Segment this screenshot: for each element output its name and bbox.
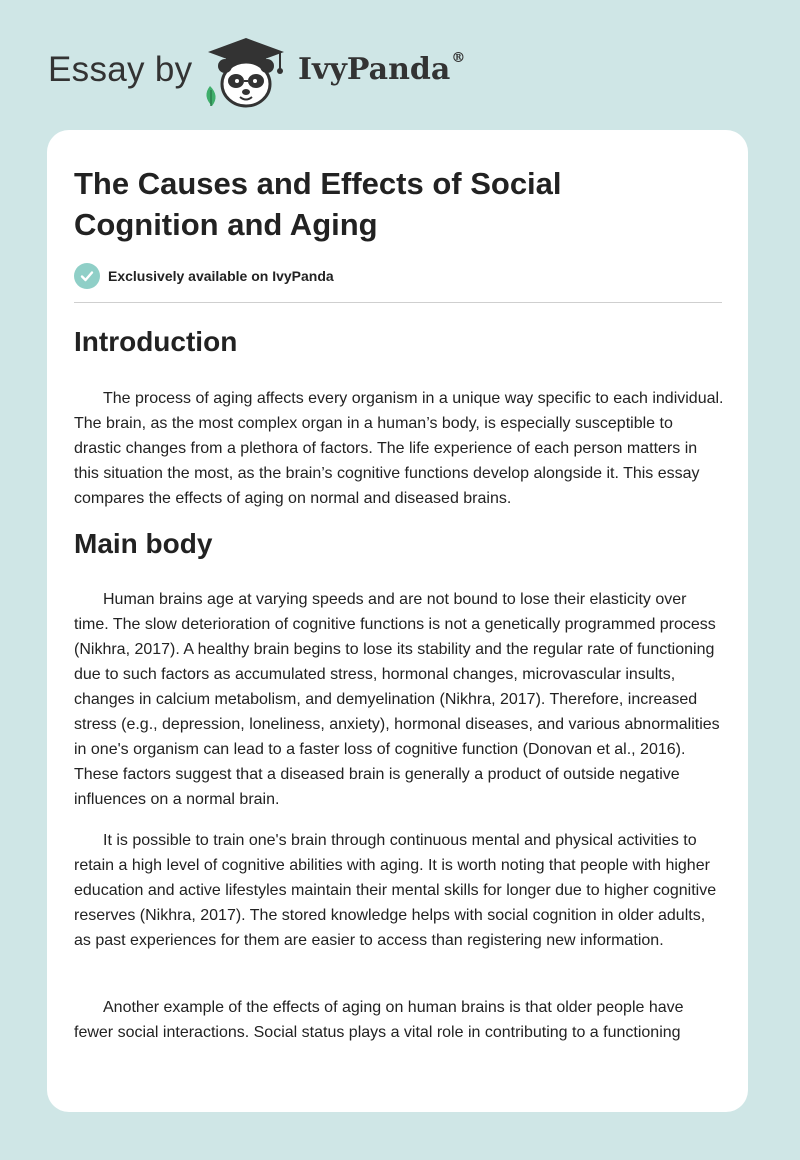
site-header [0, 0, 800, 130]
section-heading-main-body: Main body [74, 528, 213, 559]
divider [74, 302, 722, 303]
brand-text: IvyPanda [298, 52, 451, 87]
paragraph: The process of aging affects every organism in a unique way specific to each individual. The brain, as the most complex organ in a human’s body, is especially susceptible to drastic changes from a plethora of factors. The life experience of each person matters in this situation the most, as the brain’s cognitive functions develop alongside it. This essay compares the effects of aging on normal and diseased brains. [74, 390, 724, 507]
article-card [47, 130, 748, 1112]
essay-by-label: Essay by [48, 50, 193, 89]
brand-name[interactable] [298, 52, 465, 87]
article-title: The Causes and Effects of Social Cognition and Aging [74, 166, 562, 242]
paragraph: Another example of the effects of aging on human brains is that older people have fewer social interactions. Social status plays a vital role in contributing to a functioning [74, 999, 684, 1041]
panda-logo-icon[interactable] [200, 36, 292, 110]
registered-mark: ® [451, 50, 466, 66]
check-circle-icon [74, 263, 100, 289]
badge-label: Exclusively available on IvyPanda [108, 268, 334, 284]
paragraph: Human brains age at varying speeds and are not bound to lose their elasticity over time. The slow deterioration of cognitive functions is not a genetically programmed process (Nikhra, 2017). A healthy brain begins to lose its stability and the regular rate of functioning due to such factors as accumulated stress, hormonal changes, microvascular insults, changes in calcium metabolism, and demyelination (Nikhra, 2017). Therefore, increased stress (e.g., depression, loneliness, anxiety), hormonal diseases, and various abnormalities in one's organism can lead to a faster loss of cognitive function (Donovan et al., 2016). These factors suggest that a diseased brain is generally a product of outside negative influences on a normal brain. [74, 591, 720, 808]
exclusive-badge [74, 262, 334, 290]
paragraph: It is possible to train one's brain through continuous mental and physical activities to retain a high level of cognitive abilities with aging. It is worth noting that people with higher education and active lifestyles maintain their mental skills for longer due to higher cognitive reserves (Nikhra, 2017). The stored knowledge helps with social cognition in older adults, as past experiences for them are easier to access than registering new information. [74, 832, 717, 949]
section-heading-introduction: Introduction [74, 326, 238, 357]
